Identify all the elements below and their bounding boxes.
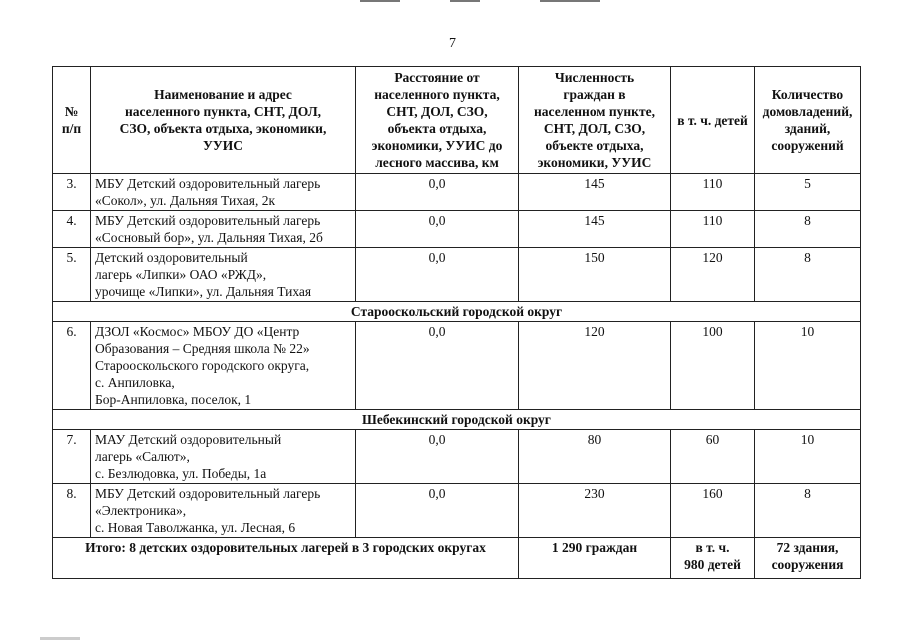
row-distance: 0,0: [356, 174, 519, 211]
row-number: 8.: [53, 484, 91, 538]
cell-line: населенного пункта,: [374, 87, 500, 102]
cell-line: урочище «Липки», ул. Дальняя Тихая: [95, 284, 312, 299]
cell-line: с. Анпиловка,: [95, 375, 175, 390]
row-buildings: 10: [755, 322, 861, 410]
cell-line: МБУ Детский оздоровительный лагерь: [95, 486, 321, 501]
cell-line: Количество: [771, 87, 844, 102]
cell-line: лагерь «Липки» ОАО «РЖД»,: [95, 267, 267, 282]
table-row: [53, 248, 861, 302]
row-children: 60: [671, 430, 755, 484]
table-row: [53, 430, 861, 484]
row-number: 7.: [53, 430, 91, 484]
total-children: [671, 538, 755, 579]
row-name-address: [91, 174, 356, 211]
table-row: [53, 174, 861, 211]
cell-line: СНТ, ДОЛ, СЗО,: [543, 121, 646, 136]
table-row: [53, 211, 861, 248]
cell-line: Бор-Анпиловка, поселок, 1: [95, 392, 252, 407]
row-population: 80: [519, 430, 671, 484]
cell-line: лагерь «Салют»,: [95, 449, 190, 464]
row-buildings: 8: [755, 211, 861, 248]
cell-line: населенного пункта, СНТ, ДОЛ,: [124, 104, 322, 119]
lagers-table: [52, 66, 861, 579]
row-distance: 0,0: [356, 430, 519, 484]
row-population: 145: [519, 174, 671, 211]
row-children: 160: [671, 484, 755, 538]
table-row: [53, 484, 861, 538]
cell-line: домовладений,: [762, 104, 853, 119]
cell-line: СНТ, ДОЛ, СЗО,: [386, 104, 488, 119]
row-name-address: [91, 322, 356, 410]
header-children: [671, 67, 755, 174]
row-children: 100: [671, 322, 755, 410]
cell-line: МАУ Детский оздоровительный: [95, 432, 282, 447]
table-row: [53, 322, 861, 410]
region-row: [53, 302, 861, 322]
row-name-address: [91, 248, 356, 302]
row-population: 230: [519, 484, 671, 538]
table-header-row: [53, 67, 861, 174]
cell-line: объекта отдыха,: [387, 121, 487, 136]
row-number: 4.: [53, 211, 91, 248]
cell-line: экономики, УУИС: [537, 155, 652, 170]
cell-line: объекте отдыха,: [545, 138, 644, 153]
cell-line: «Сосновый бор», ул. Дальняя Тихая, 2б: [95, 230, 323, 245]
cell-line: с. Новая Таволжанка, ул. Лесная, 6: [95, 520, 296, 535]
cell-line: Детский оздоровительный: [95, 250, 248, 265]
cell-line: Старооскольского городского округа,: [95, 358, 310, 373]
header-distance: [356, 67, 519, 174]
row-name-address: [91, 211, 356, 248]
row-number: 6.: [53, 322, 91, 410]
row-distance: 0,0: [356, 322, 519, 410]
cell-line: в т. ч.: [695, 540, 730, 555]
row-buildings: 8: [755, 484, 861, 538]
cell-line: сооружения: [771, 557, 844, 572]
row-population: 120: [519, 322, 671, 410]
row-children: 110: [671, 174, 755, 211]
row-distance: 0,0: [356, 484, 519, 538]
cell-line: «Сокол», ул. Дальняя Тихая, 2к: [95, 193, 276, 208]
row-population: 145: [519, 211, 671, 248]
table-body: [53, 174, 861, 579]
cell-line: «Электроника»,: [95, 503, 187, 518]
row-name-address: [91, 430, 356, 484]
cell-line: лесного массива, км: [375, 155, 499, 170]
row-buildings: 5: [755, 174, 861, 211]
row-population: 150: [519, 248, 671, 302]
cell-line: МБУ Детский оздоровительный лагерь: [95, 213, 321, 228]
region-label: Шебекинский городской округ: [53, 410, 861, 430]
row-buildings: 10: [755, 430, 861, 484]
header-name-address: [91, 67, 356, 174]
header-number: [53, 67, 91, 174]
cell-line: Наименование и адрес: [154, 87, 292, 102]
total-buildings: [755, 538, 861, 579]
cell-line: УУИС: [202, 138, 244, 153]
row-name-address: [91, 484, 356, 538]
total-label: Итого: 8 детских оздоровительных лагерей в 3 городских округах: [53, 538, 519, 579]
region-label: Старооскольский городской округ: [53, 302, 861, 322]
cell-line: ДЗОЛ «Космос» МБОУ ДО «Центр: [95, 324, 300, 339]
page-number: 7: [449, 36, 456, 51]
cell-line: 980 детей: [684, 557, 741, 572]
total-row: [53, 538, 861, 579]
row-number: 5.: [53, 248, 91, 302]
cell-line: п/п: [61, 121, 82, 136]
cell-line: граждан в: [563, 87, 626, 102]
cell-line: населенном пункте,: [534, 104, 655, 119]
row-distance: 0,0: [356, 211, 519, 248]
region-row: [53, 410, 861, 430]
cell-line: №: [64, 104, 79, 119]
row-number: 3.: [53, 174, 91, 211]
cell-line: Численность: [554, 70, 635, 85]
row-distance: 0,0: [356, 248, 519, 302]
cell-line: 72 здания,: [776, 540, 839, 555]
cell-line: зданий,: [784, 121, 831, 136]
row-children: 110: [671, 211, 755, 248]
row-buildings: 8: [755, 248, 861, 302]
cell-line: Образования – Средняя школа № 22»: [95, 341, 310, 356]
cell-line: Расстояние от: [394, 70, 480, 85]
header-buildings: [755, 67, 861, 174]
header-population: [519, 67, 671, 174]
cell-line: с. Безлюдовка, ул. Победы, 1а: [95, 466, 267, 481]
row-children: 120: [671, 248, 755, 302]
cell-line: в т. ч. детей: [677, 112, 748, 128]
cell-line: экономики, УУИС до: [371, 138, 503, 153]
top-scan-marks: [0, 0, 905, 4]
cell-line: СЗО, объекта отдыха, экономики,: [119, 121, 327, 136]
total-population: 1 290 граждан: [519, 538, 671, 579]
cell-line: сооружений: [771, 138, 844, 153]
cell-line: МБУ Детский оздоровительный лагерь: [95, 176, 321, 191]
